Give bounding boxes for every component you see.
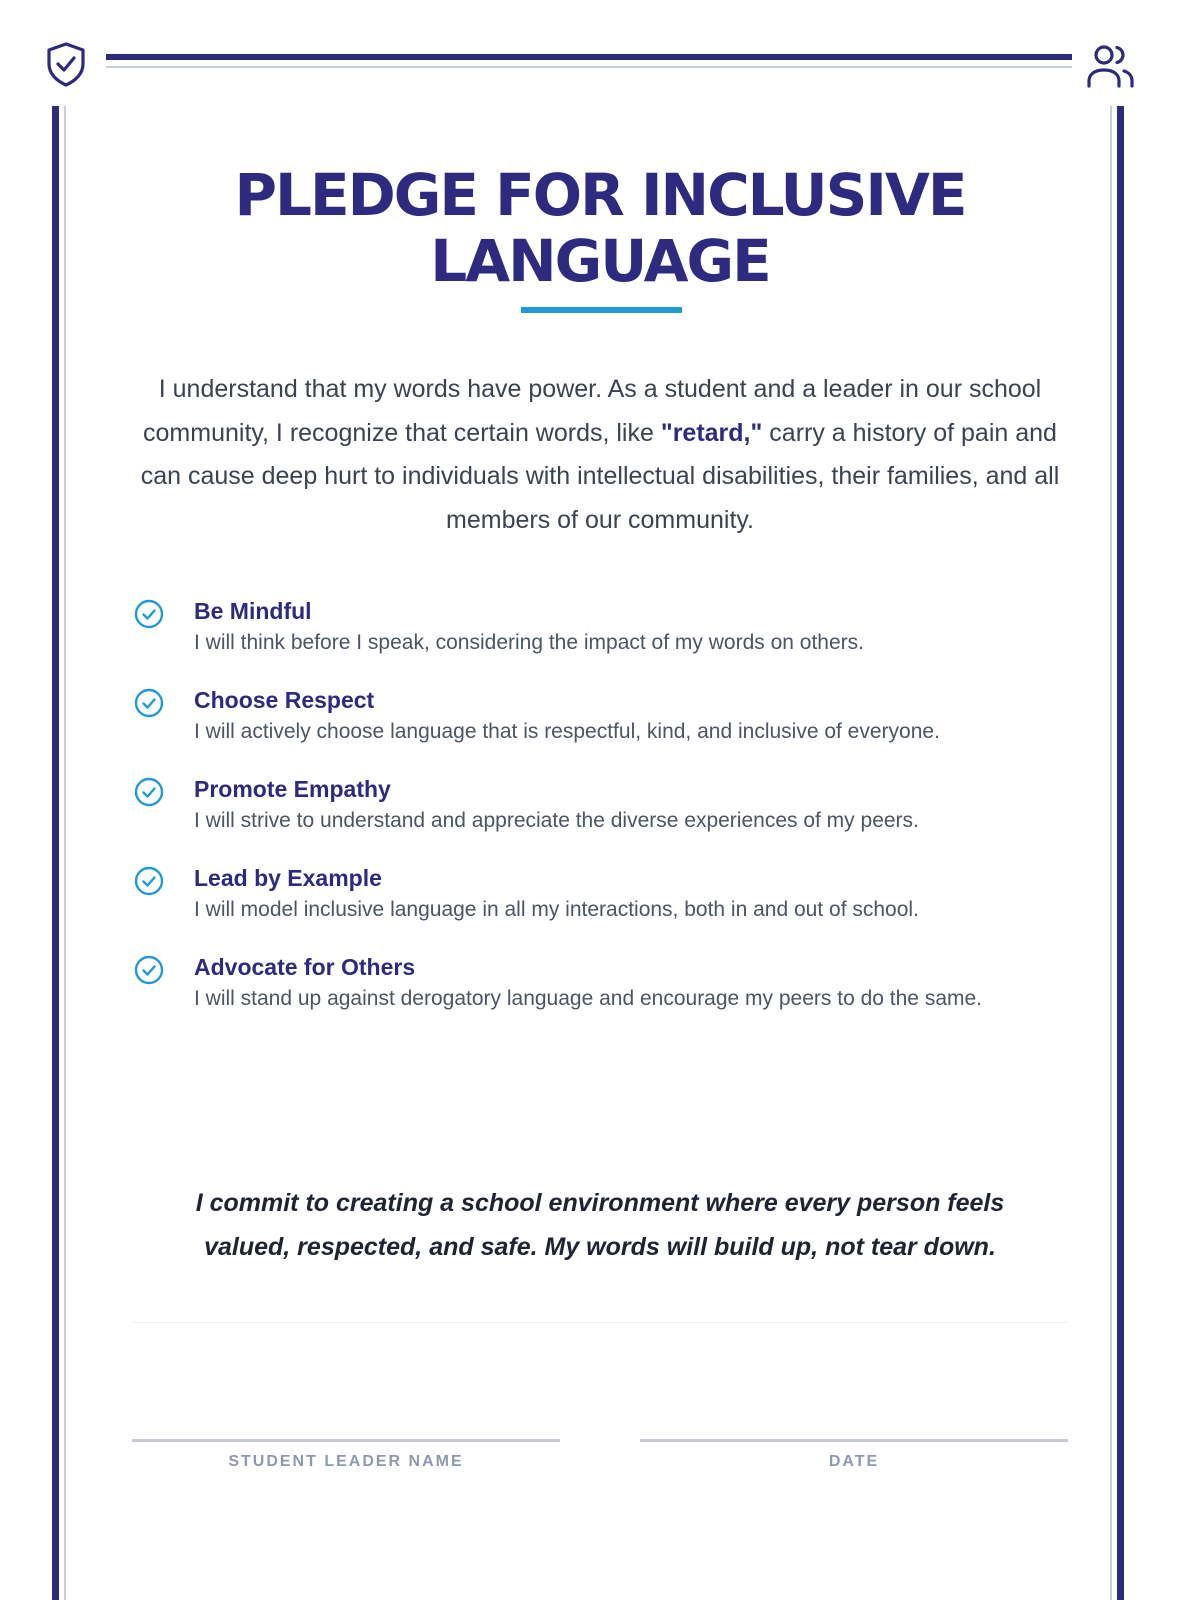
left-border-thin — [64, 106, 66, 1600]
check-circle-icon — [134, 866, 164, 896]
left-border-thick — [52, 106, 59, 1600]
pledge-item-description: I will strive to understand and appreciate the diverse experiences of my peers. — [194, 809, 919, 832]
intro-paragraph — [132, 368, 1068, 542]
pledge-item-title: Lead by Example — [194, 865, 382, 891]
date-label: DATE — [828, 1453, 880, 1470]
commitment-line-2: valued, respected, and safe. My words will build up, not tear down. — [204, 1233, 996, 1261]
pledge-item-title: Choose Respect — [194, 687, 375, 713]
title-line-1: PLEDGE FOR INCLUSIVE — [234, 161, 966, 229]
signature-line[interactable] — [132, 1439, 560, 1442]
top-border-thick — [106, 54, 1072, 60]
shield-check-icon — [42, 40, 90, 88]
check-circle-icon — [134, 955, 164, 985]
intro-text-after: carry a history of pain and can cause deep hurt to individuals with intellectual disabilities, their families, and all members of our community. — [140, 418, 1060, 534]
pledge-item-lead-by-example — [132, 863, 1068, 926]
title-underline — [521, 307, 682, 313]
student-leader-name-label: STUDENT LEADER NAME — [228, 1453, 464, 1470]
check-circle-icon — [134, 599, 164, 629]
pledge-item-description: I will stand up against derogatory language and encourage my peers to do the same. — [194, 987, 983, 1010]
date-line[interactable] — [640, 1439, 1068, 1442]
title-line-2: LANGUAGE — [430, 227, 770, 295]
users-icon — [1086, 42, 1134, 90]
commitment-line-1: I commit to creating a school environment where every person feels — [195, 1189, 1005, 1217]
check-circle-icon — [134, 688, 164, 718]
commitment-statement — [132, 1181, 1068, 1269]
pledge-item-be-mindful — [132, 596, 1068, 659]
right-border-thick — [1117, 106, 1124, 1600]
check-circle-icon — [134, 777, 164, 807]
highlighted-word: "retard," — [660, 418, 763, 447]
pledge-item-promote-empathy — [132, 774, 1068, 837]
right-border-thin — [1110, 106, 1112, 1600]
pledge-item-choose-respect — [132, 685, 1068, 748]
pledge-item-title: Promote Empathy — [194, 776, 391, 802]
pledge-item-description: I will actively choose language that is respectful, kind, and inclusive of everyone. — [194, 720, 940, 743]
pledge-item-title: Advocate for Others — [194, 954, 416, 980]
intro-text-before: I understand that my words have power. As a student and a leader in our school community, I recognize that certain words, like — [143, 375, 1042, 447]
pledge-item-title: Be Mindful — [194, 598, 312, 624]
signature-name-block — [132, 1439, 560, 1471]
pledge-item-description: I will think before I speak, considering the impact of my words on others. — [194, 631, 864, 654]
top-border-thin — [106, 66, 1072, 68]
signature-date-block — [640, 1439, 1068, 1471]
pledge-item-description: I will model inclusive language in all my interactions, both in and out of school. — [194, 898, 919, 921]
pledge-list — [132, 596, 1068, 1041]
section-divider — [132, 1322, 1068, 1323]
page-title — [132, 162, 1068, 294]
pledge-item-advocate-for-others — [132, 952, 1068, 1015]
